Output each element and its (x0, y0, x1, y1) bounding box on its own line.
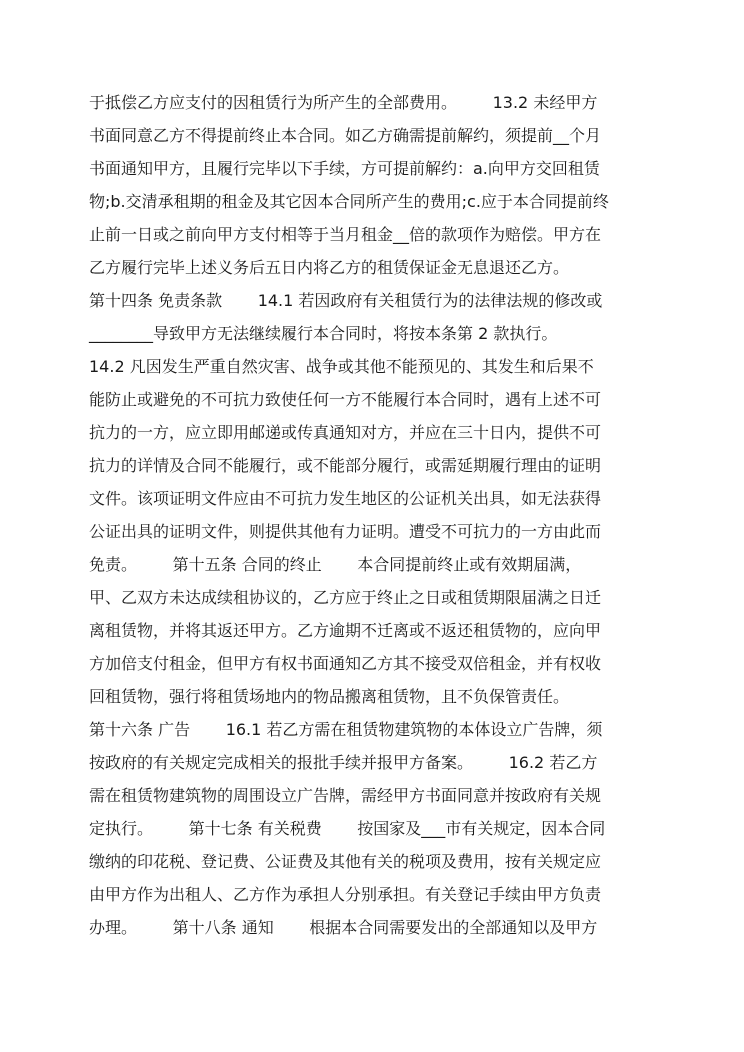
section-heading-line: 免责。 第十五条 合同的终止 本合同提前终止或有效期届满， (89, 555, 582, 574)
text-line: 由甲方作为出租人、乙方作为承担人分别承担。有关登记手续由甲方负责 (89, 885, 602, 904)
text-line: 书面通知甲方，且履行完毕以下手续，方可提前解约：a.向甲方交回租赁 (89, 159, 600, 178)
text-line: 14.2 凡因发生严重自然灾害、战争或其他不能预见的、其发生和后果不 (89, 357, 594, 376)
text-line: 物;b.交清承租期的租金及其它因本合同所产生的费用;c.应于本合同提前终 (89, 192, 609, 211)
section-heading-line: 定执行。 第十七条 有关税费 按国家及___市有关规定，因本合同 (89, 819, 606, 838)
text-line: 抗力的详情及合同不能履行，或不能部分履行，或需延期履行理由的证明 (89, 456, 602, 475)
text-line: 需在租赁物建筑物的周围设立广告牌，需经甲方书面同意并按政府有关规 (89, 786, 602, 805)
section-heading-line: 第十四条 免责条款 14.1 若因政府有关租赁行为的法律法规的修改或 (89, 291, 603, 310)
text-line: 离租赁物，并将其返还甲方。乙方逾期不迁离或不返还租赁物的，应向甲 (89, 621, 602, 640)
text-line: 公证出具的证明文件，则提供其他有力证明。遭受不可抗力的一方由此而 (89, 522, 602, 541)
text-line: 能防止或避免的不可抗力致使任何一方不能履行本合同时，遇有上述不可 (89, 390, 602, 409)
text-line: ________导致甲方无法继续履行本合同时，将按本条第 2 款执行。 (89, 324, 558, 343)
text-line: 乙方履行完毕上述义务后五日内将乙方的租赁保证金无息退还乙方。 (89, 258, 570, 277)
text-line: 甲、乙双方未达成续租协议的，乙方应于终止之日或租赁期限届满之日迁 (89, 588, 602, 607)
text-line: 书面同意乙方不得提前终止本合同。如乙方确需提前解约，须提前__个月 (89, 126, 602, 145)
text-line: 缴纳的印花税、登记费、公证费及其他有关的税项及费用，按有关规定应 (89, 852, 602, 871)
section-heading-line: 第十六条 广告 16.1 若乙方需在租赁物建筑物的本体设立广告牌，须 (89, 720, 603, 739)
text-line: 抗力的一方，应立即用邮递或传真通知对方，并应在三十日内，提供不可 (89, 423, 602, 442)
text-line: 止前一日或之前向甲方支付相等于当月租金__倍的款项作为赔偿。甲方在 (89, 225, 602, 244)
text-line: 方加倍支付租金，但甲方有权书面通知乙方其不接受双倍租金，并有权收 (89, 654, 602, 673)
text-line: 回租赁物，强行将租赁场地内的物品搬离租赁物，且不负保管责任。 (89, 687, 570, 706)
text-line: 按政府的有关规定完成相关的报批手续并报甲方备案。 16.2 若乙方 (89, 753, 598, 772)
text-line: 文件。该项证明文件应由不可抗力发生地区的公证机关出具，如无法获得 (89, 489, 602, 508)
text-line: 于抵偿乙方应支付的因租赁行为所产生的全部费用。 13.2 未经甲方 (89, 93, 598, 112)
section-heading-line: 办理。 第十八条 通知 根据本合同需要发出的全部通知以及甲方 (89, 918, 598, 937)
